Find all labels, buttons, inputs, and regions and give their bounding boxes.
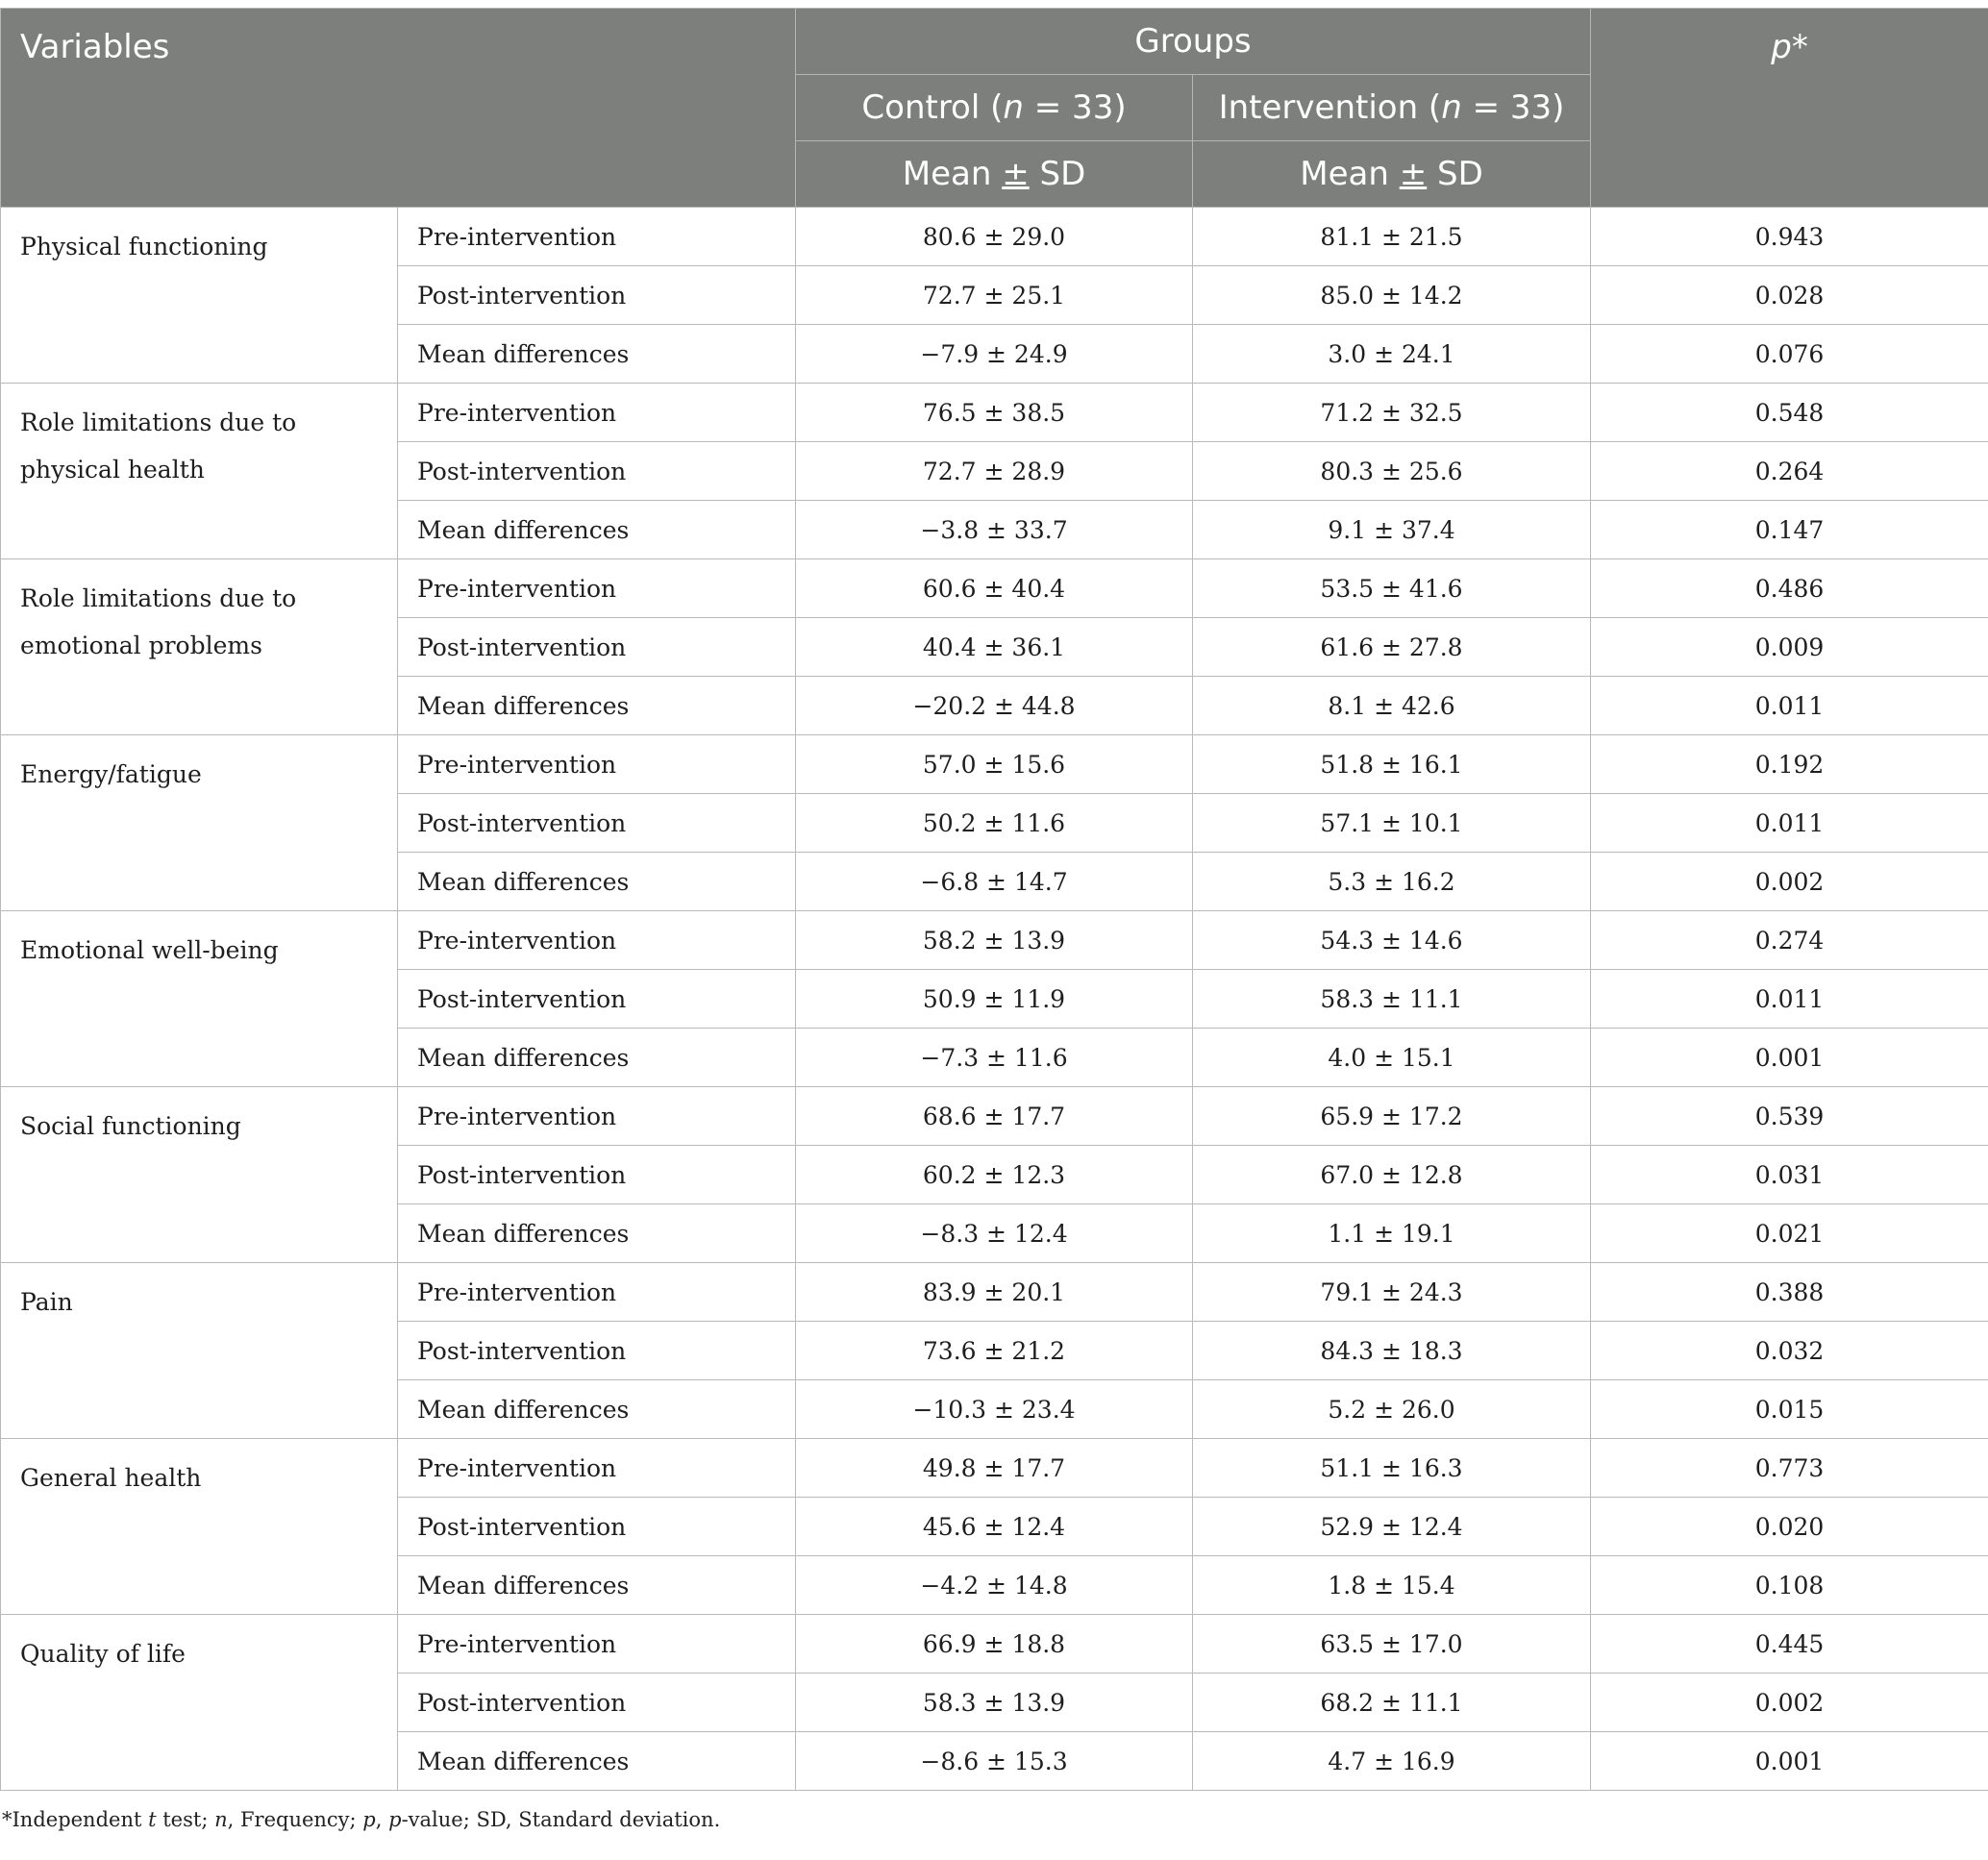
table-footnote: *Independent t test; n, Frequency; p, p-value; SD, Standard deviation. (2, 1808, 721, 1831)
timepoint-cell: Post-intervention (398, 794, 796, 853)
p-value-cell: 0.021 (1591, 1204, 1988, 1263)
timepoint-cell: Pre-intervention (398, 1087, 796, 1146)
p-value-cell: 0.032 (1591, 1322, 1988, 1380)
intervention-mean-sd-header (1193, 141, 1591, 208)
p-symbol: p (1771, 28, 1792, 66)
timepoint-cell: Mean differences (398, 1029, 796, 1087)
groups-header: Groups (796, 9, 1591, 75)
timepoint-cell: Pre-intervention (398, 208, 796, 266)
intervention-value-cell: 3.0 ± 24.1 (1193, 325, 1591, 384)
mean-sd-prefix: Mean (902, 155, 1003, 193)
p-value-cell: 0.274 (1591, 911, 1988, 970)
timepoint-cell: Post-intervention (398, 1322, 796, 1380)
intervention-value-cell: 9.1 ± 37.4 (1193, 501, 1591, 559)
control-value-cell: 60.6 ± 40.4 (796, 559, 1193, 618)
control-value-cell: 66.9 ± 18.8 (796, 1615, 1193, 1674)
control-value-cell: −8.3 ± 12.4 (796, 1204, 1193, 1263)
control-value-cell: 40.4 ± 36.1 (796, 618, 1193, 677)
results-table (0, 8, 1988, 1791)
control-n: n (1003, 88, 1024, 127)
mean-sd-suffix: SD (1427, 155, 1483, 193)
timepoint-cell: Pre-intervention (398, 1615, 796, 1674)
p-value-cell: 0.031 (1591, 1146, 1988, 1204)
p-value-cell: 0.943 (1591, 208, 1988, 266)
control-value-cell: −20.2 ± 44.8 (796, 677, 1193, 735)
table-body (1, 208, 1988, 1791)
control-value-cell: 50.2 ± 11.6 (796, 794, 1193, 853)
p-value-cell: 0.773 (1591, 1439, 1988, 1498)
control-value-cell: 83.9 ± 20.1 (796, 1263, 1193, 1322)
timepoint-cell: Mean differences (398, 853, 796, 911)
intervention-value-cell: 61.6 ± 27.8 (1193, 618, 1591, 677)
intervention-value-cell: 71.2 ± 32.5 (1193, 384, 1591, 442)
intervention-value-cell: 51.1 ± 16.3 (1193, 1439, 1591, 1498)
control-value-cell: 45.6 ± 12.4 (796, 1498, 1193, 1556)
intervention-value-cell: 8.1 ± 42.6 (1193, 677, 1591, 735)
timepoint-cell: Mean differences (398, 1380, 796, 1439)
p-value-cell: 0.011 (1591, 970, 1988, 1029)
p-value-cell: 0.002 (1591, 1674, 1988, 1732)
intervention-prefix: Intervention ( (1218, 88, 1442, 127)
control-value-cell: −7.3 ± 11.6 (796, 1029, 1193, 1087)
p-value-cell: 0.388 (1591, 1263, 1988, 1322)
timepoint-cell: Mean differences (398, 1556, 796, 1615)
timepoint-cell: Mean differences (398, 325, 796, 384)
intervention-value-cell: 80.3 ± 25.6 (1193, 442, 1591, 501)
table-row (1, 1615, 1988, 1674)
intervention-value-cell: 57.1 ± 10.1 (1193, 794, 1591, 853)
intervention-value-cell: 68.2 ± 11.1 (1193, 1674, 1591, 1732)
variable-cell: Emotional well-being (1, 911, 398, 1087)
table-row (1, 559, 1988, 618)
variable-cell: Role limitations due to physical health (1, 384, 398, 559)
p-value-cell: 0.020 (1591, 1498, 1988, 1556)
p-value-cell: 0.028 (1591, 266, 1988, 325)
timepoint-cell: Pre-intervention (398, 1439, 796, 1498)
table-row (1, 384, 1988, 442)
timepoint-cell: Pre-intervention (398, 735, 796, 794)
timepoint-cell: Pre-intervention (398, 559, 796, 618)
intervention-value-cell: 53.5 ± 41.6 (1193, 559, 1591, 618)
intervention-header (1193, 75, 1591, 141)
control-header (796, 75, 1193, 141)
variable-cell: Social functioning (1, 1087, 398, 1263)
control-value-cell: 68.6 ± 17.7 (796, 1087, 1193, 1146)
control-value-cell: −3.8 ± 33.7 (796, 501, 1193, 559)
p-value-cell: 0.011 (1591, 794, 1988, 853)
variable-cell: General health (1, 1439, 398, 1615)
control-suffix: = 33) (1023, 88, 1127, 127)
intervention-value-cell: 1.1 ± 19.1 (1193, 1204, 1591, 1263)
intervention-value-cell: 51.8 ± 16.1 (1193, 735, 1591, 794)
table-header (1, 9, 1988, 208)
timepoint-cell: Mean differences (398, 501, 796, 559)
intervention-value-cell: 54.3 ± 14.6 (1193, 911, 1591, 970)
timepoint-cell: Post-intervention (398, 618, 796, 677)
control-value-cell: 76.5 ± 38.5 (796, 384, 1193, 442)
control-value-cell: 73.6 ± 21.2 (796, 1322, 1193, 1380)
timepoint-cell: Mean differences (398, 677, 796, 735)
mean-sd-pm: ± (1002, 155, 1030, 193)
mean-sd-prefix: Mean (1300, 155, 1400, 193)
p-value-cell: 0.147 (1591, 501, 1988, 559)
results-table-container (0, 8, 1988, 1831)
table-row (1, 1087, 1988, 1146)
control-value-cell: −4.2 ± 14.8 (796, 1556, 1193, 1615)
table-row (1, 208, 1988, 266)
intervention-value-cell: 63.5 ± 17.0 (1193, 1615, 1591, 1674)
intervention-value-cell: 5.3 ± 16.2 (1193, 853, 1591, 911)
timepoint-cell: Pre-intervention (398, 911, 796, 970)
p-value-cell: 0.264 (1591, 442, 1988, 501)
control-value-cell: 72.7 ± 28.9 (796, 442, 1193, 501)
p-value-cell: 0.076 (1591, 325, 1988, 384)
intervention-value-cell: 81.1 ± 21.5 (1193, 208, 1591, 266)
table-row (1, 735, 1988, 794)
intervention-value-cell: 52.9 ± 12.4 (1193, 1498, 1591, 1556)
timepoint-cell: Post-intervention (398, 266, 796, 325)
control-value-cell: 72.7 ± 25.1 (796, 266, 1193, 325)
control-value-cell: 49.8 ± 17.7 (796, 1439, 1193, 1498)
timepoint-cell: Post-intervention (398, 1674, 796, 1732)
timepoint-cell: Pre-intervention (398, 384, 796, 442)
variables-header: Variables (1, 9, 796, 208)
p-value-cell: 0.009 (1591, 618, 1988, 677)
mean-sd-suffix: SD (1029, 155, 1086, 193)
variable-cell: Pain (1, 1263, 398, 1439)
control-mean-sd-header (796, 141, 1193, 208)
control-value-cell: −10.3 ± 23.4 (796, 1380, 1193, 1439)
intervention-value-cell: 1.8 ± 15.4 (1193, 1556, 1591, 1615)
p-value-cell: 0.011 (1591, 677, 1988, 735)
timepoint-cell: Mean differences (398, 1732, 796, 1791)
control-value-cell: −6.8 ± 14.7 (796, 853, 1193, 911)
variable-cell: Physical functioning (1, 208, 398, 384)
p-value-cell: 0.002 (1591, 853, 1988, 911)
timepoint-cell: Post-intervention (398, 442, 796, 501)
variable-cell: Energy/fatigue (1, 735, 398, 911)
control-value-cell: 58.2 ± 13.9 (796, 911, 1193, 970)
intervention-value-cell: 84.3 ± 18.3 (1193, 1322, 1591, 1380)
p-value-cell: 0.486 (1591, 559, 1988, 618)
intervention-value-cell: 67.0 ± 12.8 (1193, 1146, 1591, 1204)
p-value-cell: 0.548 (1591, 384, 1988, 442)
p-value-cell: 0.108 (1591, 1556, 1988, 1615)
intervention-value-cell: 65.9 ± 17.2 (1193, 1087, 1591, 1146)
intervention-value-cell: 4.7 ± 16.9 (1193, 1732, 1591, 1791)
p-value-header (1591, 9, 1988, 208)
p-value-cell: 0.001 (1591, 1029, 1988, 1087)
intervention-value-cell: 85.0 ± 14.2 (1193, 266, 1591, 325)
timepoint-cell: Post-intervention (398, 970, 796, 1029)
control-value-cell: 57.0 ± 15.6 (796, 735, 1193, 794)
p-value-cell: 0.015 (1591, 1380, 1988, 1439)
control-value-cell: 50.9 ± 11.9 (796, 970, 1193, 1029)
control-value-cell: −8.6 ± 15.3 (796, 1732, 1193, 1791)
p-value-cell: 0.445 (1591, 1615, 1988, 1674)
intervention-value-cell: 4.0 ± 15.1 (1193, 1029, 1591, 1087)
mean-sd-pm: ± (1399, 155, 1428, 193)
control-value-cell: −7.9 ± 24.9 (796, 325, 1193, 384)
table-row (1, 1439, 1988, 1498)
intervention-value-cell: 58.3 ± 11.1 (1193, 970, 1591, 1029)
control-prefix: Control ( (861, 88, 1004, 127)
p-suffix: * (1791, 28, 1808, 66)
variable-cell: Role limitations due to emotional problems (1, 559, 398, 735)
intervention-n: n (1441, 88, 1462, 127)
p-value-cell: 0.001 (1591, 1732, 1988, 1791)
timepoint-cell: Post-intervention (398, 1146, 796, 1204)
intervention-value-cell: 5.2 ± 26.0 (1193, 1380, 1591, 1439)
control-value-cell: 58.3 ± 13.9 (796, 1674, 1193, 1732)
intervention-value-cell: 79.1 ± 24.3 (1193, 1263, 1591, 1322)
table-row (1, 911, 1988, 970)
intervention-suffix: = 33) (1461, 88, 1565, 127)
control-value-cell: 60.2 ± 12.3 (796, 1146, 1193, 1204)
table-row (1, 1263, 1988, 1322)
timepoint-cell: Pre-intervention (398, 1263, 796, 1322)
control-value-cell: 80.6 ± 29.0 (796, 208, 1193, 266)
timepoint-cell: Mean differences (398, 1204, 796, 1263)
variable-cell: Quality of life (1, 1615, 398, 1791)
p-value-cell: 0.539 (1591, 1087, 1988, 1146)
p-value-cell: 0.192 (1591, 735, 1988, 794)
timepoint-cell: Post-intervention (398, 1498, 796, 1556)
